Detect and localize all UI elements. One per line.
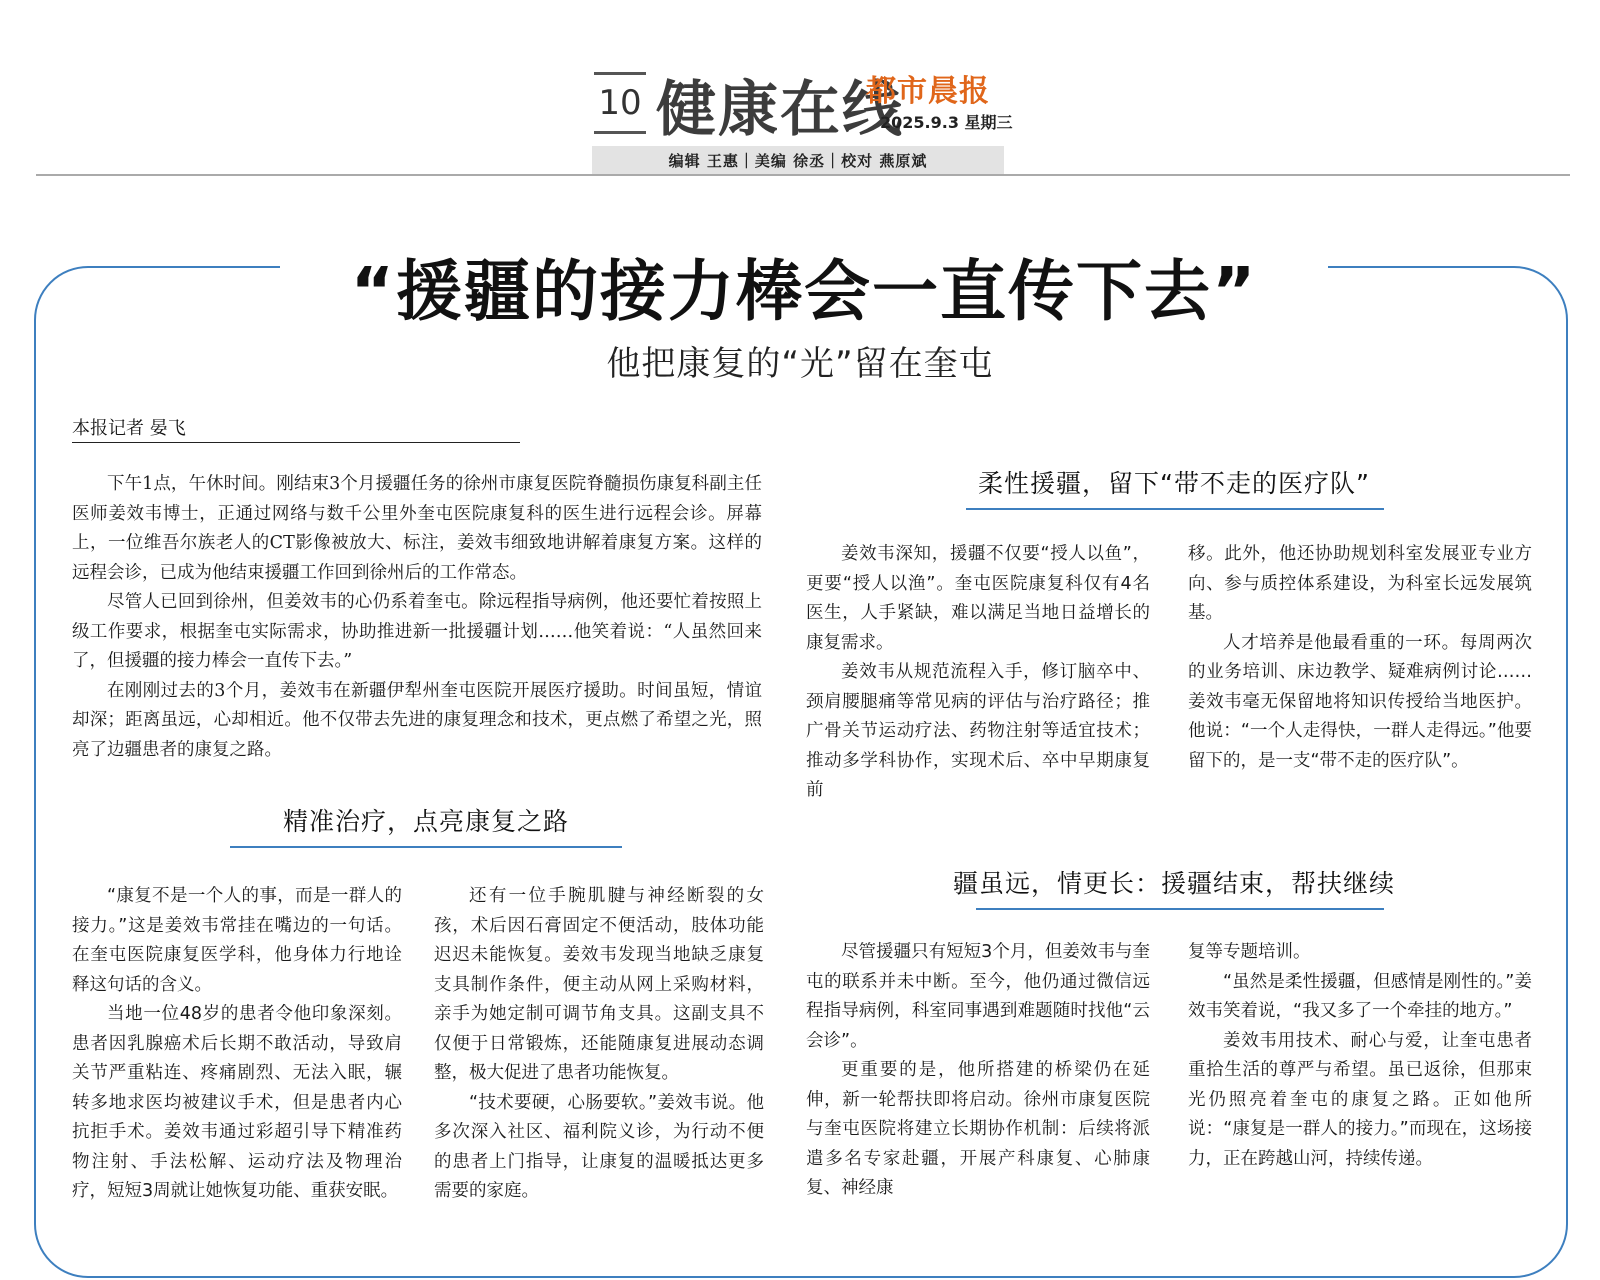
body-paragraph: 更重要的是，他所搭建的桥梁仍在延伸，新一轮帮扶即将启动。徐州市康复医院与奎屯医院将建立长期协作机制：后续将派遣多名专家赴疆，开展产科康复、心肺康复、神经康 [806, 1060, 1150, 1198]
section3-column-right [1188, 938, 1532, 1174]
body-paragraph: 移。此外，他还协助规划科室发展亚专业方向、参与质控体系建设，为科室长远发展筑基。 [1188, 544, 1532, 623]
intro-paragraph: 下午1点，午休时间。刚结束3个月援疆任务的徐州市康复医院脊髓损伤康复科副主任医师姜效韦博士，正通过网络与数千公里外奎屯医院康复科的医生进行远程会诊。屏幕上，一位维吾尔族老人的CT影像被放大、标注，姜效韦细致地讲解着康复方案。这样的远程会诊，已成为他结束援疆工作回到徐州后的工作常态。 [72, 474, 762, 583]
intro-text [72, 470, 762, 765]
body-paragraph: 复等专题培训。 [1188, 942, 1311, 962]
body-paragraph: “技术要硬，心肠要软。”姜效韦说。他多次深入社区、福利院义诊，为行动不便的患者上门指导，让康复的温暖抵达更多需要的家庭。 [434, 1092, 764, 1201]
section-heading-underline [966, 508, 1384, 510]
masthead [0, 0, 1600, 180]
body-paragraph: 姜效韦从规范流程入手，修订脑卒中、颈肩腰腿痛等常见病的评估与治疗路径；推广骨关节运动疗法、药物注射等适宜技术；推动多学科协作，实现术后、卒中早期康复前 [806, 662, 1150, 800]
section3-column-left [806, 938, 1150, 1204]
section-heading-underline [976, 908, 1384, 910]
body-paragraph: 尽管援疆只有短短3个月，但姜效韦与奎屯的联系并未中断。至今，他仍通过微信远程指导病例，科室同事遇到难题随时找他“云会诊”。 [806, 942, 1150, 1051]
page-number: 10 [594, 72, 646, 134]
body-paragraph: “康复不是一个人的事，而是一群人的接力。”这是姜效韦常挂在嘴边的一句话。在奎屯医院康复医学科，他身体力行地诠释这句话的含义。 [72, 886, 402, 995]
body-paragraph: “虽然是柔性援疆，但感情是刚性的。”姜效韦笑着说，“我又多了一个牵挂的地方。” [1188, 971, 1532, 1021]
section2-column-left [806, 540, 1150, 806]
byline: 本报记者 晏飞 [72, 414, 520, 443]
section-heading-underline [230, 846, 622, 848]
editorial-credits: 编辑 王惠｜美编 徐丞｜校对 燕原斌 [592, 146, 1004, 174]
body-paragraph: 还有一位手腕肌腱与神经断裂的女孩，术后因石膏固定不便活动，肢体功能迟迟未能恢复。姜效韦发现当地缺乏康复支具制作条件，便主动从网上采购材料，亲手为她定制可调节角支具。这副支具不仅便于日常锻炼，还能随康复进展动态调整，极大促进了患者功能恢复。 [434, 886, 764, 1083]
body-paragraph: 人才培养是他最看重的一环。每周两次的业务培训、床边教学、疑难病例讨论……姜效韦毫无保留地将知识传授给当地医护。他说：“一个人走得快，一群人走得远。”他要留下的，是一支“带不走的医疗队”。 [1188, 632, 1532, 771]
intro-paragraph: 在刚刚过去的3个月，姜效韦在新疆伊犁州奎屯医院开展医疗援助。时间虽短，情谊却深；距离虽远，心却相近。他不仅带去先进的康复理念和技术，更点燃了希望之光，照亮了边疆患者的康复之路。 [72, 680, 762, 760]
section-heading-precision: 精准治疗，点亮康复之路 [282, 807, 569, 836]
section1-column-right [434, 882, 764, 1207]
subheadline: 他把康复的“光”留在奎屯 [606, 344, 994, 384]
issue-date: 2025.9.3 星期三 [880, 113, 1013, 132]
body-paragraph: 姜效韦用技术、耐心与爱，让奎屯患者重拾生活的尊严与希望。虽已返徐，但那束光仍照亮着奎屯的康复之路。正如他所说：“康复是一群人的接力。”而现在，这场接力，正在跨越山河，持续传递。 [1188, 1030, 1532, 1169]
intro-paragraph: 尽管人已回到徐州，但姜效韦的心仍系着奎屯。除远程指导病例，他还要忙着按照上级工作要求，根据奎屯实际需求，协助推进新一批援疆计划……他笑着说：“人虽然回来了，但援疆的接力棒会一直传下去。” [72, 592, 762, 671]
body-paragraph: 姜效韦深知，援疆不仅要“授人以鱼”，更要“授人以渔”。奎屯医院康复科仅有4名医生，人手紧缺，难以满足当地日益增长的康复需求。 [806, 544, 1150, 653]
newspaper-brand-logo: 都市晨报 [866, 74, 990, 109]
section-title: 健康在线 [656, 75, 904, 145]
section-heading-continued-support: 疆虽远，情更长：援疆结束，帮扶继续 [952, 869, 1395, 898]
section1-column-left [72, 882, 402, 1207]
section2-column-right [1188, 540, 1532, 776]
section-heading-flexible-aid: 柔性援疆，留下“带不走的医疗队” [978, 469, 1370, 498]
headline: “援疆的接力棒会一直传下去” [350, 253, 1258, 330]
body-paragraph: 当地一位48岁的患者令他印象深刻。患者因乳腺癌术后长期不敢活动，导致肩关节严重粘连、疼痛剧烈、无法入眠，辗转多地求医均被建议手术，但是患者内心抗拒手术。姜效韦通过彩超引导下精准药物注射、手法松解、运动疗法及物理治疗，短短3周就让她恢复功能、重获安眠。 [72, 1004, 402, 1201]
masthead-rule [36, 174, 1570, 176]
